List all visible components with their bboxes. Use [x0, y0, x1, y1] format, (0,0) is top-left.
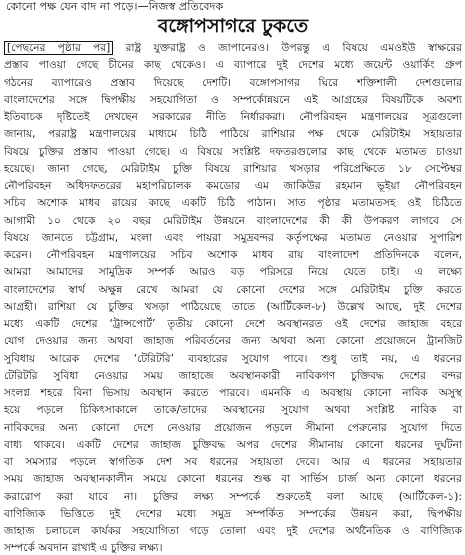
- body-line: মধ্যে একটি দেশের ‘ট্রান্সপোর্ট’ তৃতীয় কোনো দেশে অবস্থানরত ওই দেশের জাহাজ বহরে: [4, 318, 462, 330]
- body-line: আগ্রহী। রাশিয়া যে চুক্তির খসড়া পাঠিয়েছে তাতে (আর্টিকেল-৮) উল্লেখ আছে, দুই দেশের: [4, 300, 462, 313]
- body-line: সময় জাহাজ অবস্থানকালীন সময়ে কোনো ধরনের শুল্ক বা সার্ভিস চার্জ অন্য কোনো ধরনের: [4, 473, 462, 486]
- body-line: প্রস্তাব পাওয়া গেছে চীনের কাছ থেকেও। এ ব্যাপারে দুই দেশের মধ্যে জয়েন্ট ওয়ার্কিং গ্রুপ: [4, 59, 462, 72]
- body-line: সচিব অশোক মাধব রায়ের কাছে একটি চিঠি পাঠান। সাত পৃষ্ঠার মতামতসহ ওই চিঠিতে: [4, 197, 462, 210]
- body-line: আগামী ১০ থেকে ২০ বছর মেরিটাইম উন্নয়নে বাংলাদেশের কী কী উপকরণ লাগবে সে: [4, 214, 462, 227]
- body-line: নৌপরিবহন অধিদফতরের মহাপরিচালক কমডোর এম জাকিউর রহমান ভূইয়া নৌপরিবহন: [4, 180, 462, 192]
- body-line: বিষয়ে চুক্তির প্রস্তাব পাওয়া গেছে। এ বিষয়ে সংশ্লিষ্ট দফতরগুলোর কাছ থেকে মতামত চাওয়া: [4, 145, 462, 158]
- body-line: হয়ে পড়লে চিকিৎসাকালে তাকে/তাদের অবস্থানের সুযোগ অথবা সংশ্লিষ্ট নাবিক বা: [4, 404, 462, 417]
- body-line: যোগ দেওয়ার জন্য অথবা জাহাজ পরিবর্তনের জন্য অথবা অন্য কোনো প্রয়োজনে ট্রানজিট: [4, 335, 462, 348]
- continued-from-label: [পেছনের পৃষ্ঠার পর]: [4, 41, 113, 55]
- body-line: নাবিকদের অন্য কোনো দেশে নেওয়ার প্রয়োজন পড়লে সীমানা পেরুনোর সুযোগ দিতে: [4, 421, 462, 434]
- body-line: বাধ্য থাকবে। একটি দেশের জাহাজ চুক্তিবদ্ধ অপর দেশের সীমানায় কোনো ধরনের দুর্ঘটনা: [4, 438, 462, 451]
- body-line: বা সমস্যার পড়লে স্বাগতিক দেশ সব ধরনের সহায়তা দেবে। আর এ ধরনের সহায়তার: [4, 456, 462, 468]
- body-line: সুবিধায় আরেক দেশের ‘টেরিটরি’ ব্যবহারের সুযোগ পাবে। শুধু তাই নয়, এ ধরনের: [4, 352, 462, 365]
- body-line: করারোপ করা যাবে না। চুক্তির লক্ষ্য সম্পর্কে শুরুতেই বলা আছে (আর্টিকেল-১):: [4, 490, 462, 503]
- headline: বঙ্গোপসাগরে ঢুকতে: [157, 15, 309, 37]
- body-line: বাণিজ্যিক ভিত্তিতে দুই দেশের মধ্যে সমুদ্র সম্পর্কিত সম্পর্কের উন্নয়ন করা, দ্বিপক্ষীয়: [4, 507, 462, 520]
- body-line: আমরা আমাদের সামুদ্রিক সম্পর্ক আরও বড় পরিসরে নিয়ে যেতে চাই। এ লক্ষ্যে: [4, 266, 462, 279]
- body-line: টেরিটরি সুবিধা নেওয়ার সময় জাহাজে অবস্থানকারী নাবিকগণ চুক্তিবদ্ধ দেশের বন্দর: [4, 369, 462, 382]
- body-line: ইতিবাচক দৃষ্টিতেই দেখছেন সরকারের নীতি নির্ধারকরা। নৌপরিবহন মন্ত্রণালয়ের সূত্রগুলো: [4, 111, 462, 123]
- body-line: বাংলাদেশের সঙ্গে দ্বিপক্ষীয় সহযোগিতা ও সম্পর্কোন্নয়নে এই আগ্রহের বিষয়টিকে অবশ্য: [4, 93, 462, 106]
- body-line: করেন। নৌপরিবহন মন্ত্রণালয়ের সচিব অশোক মাধব রায় বাংলাদেশ প্রতিদিনকে বলেন,: [4, 249, 462, 261]
- body-line: জাহাজ চলাচলে কার্যকর সহযোগিতা গড়ে তোলা এবং দুই দেশের অর্থনৈতিক ও বাণিজ্যিক: [4, 525, 462, 537]
- body-line: জানায়, পররাষ্ট্র মন্ত্রণালয়ের মাধ্যমে চিঠি পাঠিয়ে রাশিয়ার পক্ষ থেকে মেরিটাইম সহায়তার: [4, 128, 462, 141]
- body-line: বিষয়ে জানতে চট্টগ্রাম, মংলা এবং পায়রা সমুদ্রবন্দর কর্তৃপক্ষের মতামত নেওয়ার সুপারিশ: [4, 231, 462, 244]
- body-line-text: রাষ্ট্র যুক্তরাষ্ট্র ও জাপানেরও। উপরন্তু এ বিষয়ে এমওইউ স্বাক্ষরের: [125, 42, 462, 54]
- article-body: [4, 40, 462, 555]
- body-line: সম্পর্কে অবদান রাখাই এ চুক্তির লক্ষ্য।: [4, 542, 163, 555]
- body-line: গঠনের ব্যাপারেও প্রস্তাব দিয়েছে দেশটি। বঙ্গোপসাগর ঘিরে শক্তিশালী দেশগুলোর: [4, 76, 462, 89]
- body-line: বাংলাদেশের স্বার্থ অক্ষুন্ন রেখে আমরা যে কোনো দেশের সঙ্গে মেরিটাইম চুক্তি করতে: [4, 283, 462, 296]
- body-line: হয়েছে। জানা গেছে, মেরিটাইম চুক্তি বিষয়ে রাশিয়ার খসড়ার পরিপ্রেক্ষিতে ১৮ সেপ্টেম্বর: [4, 162, 462, 175]
- previous-article-tail: কোনো পক্ষ যেন বাদ না পড়ে।—নিজস্ব প্রতিবেদক: [6, 0, 224, 13]
- body-line: সংলগ্ন শহরে বিনা ভিসায় অবস্থান করতে পারবে। এমনকি এ অবস্থায় কোনো নাবিক অসুস্থ: [4, 387, 462, 399]
- body-line: [4, 40, 462, 57]
